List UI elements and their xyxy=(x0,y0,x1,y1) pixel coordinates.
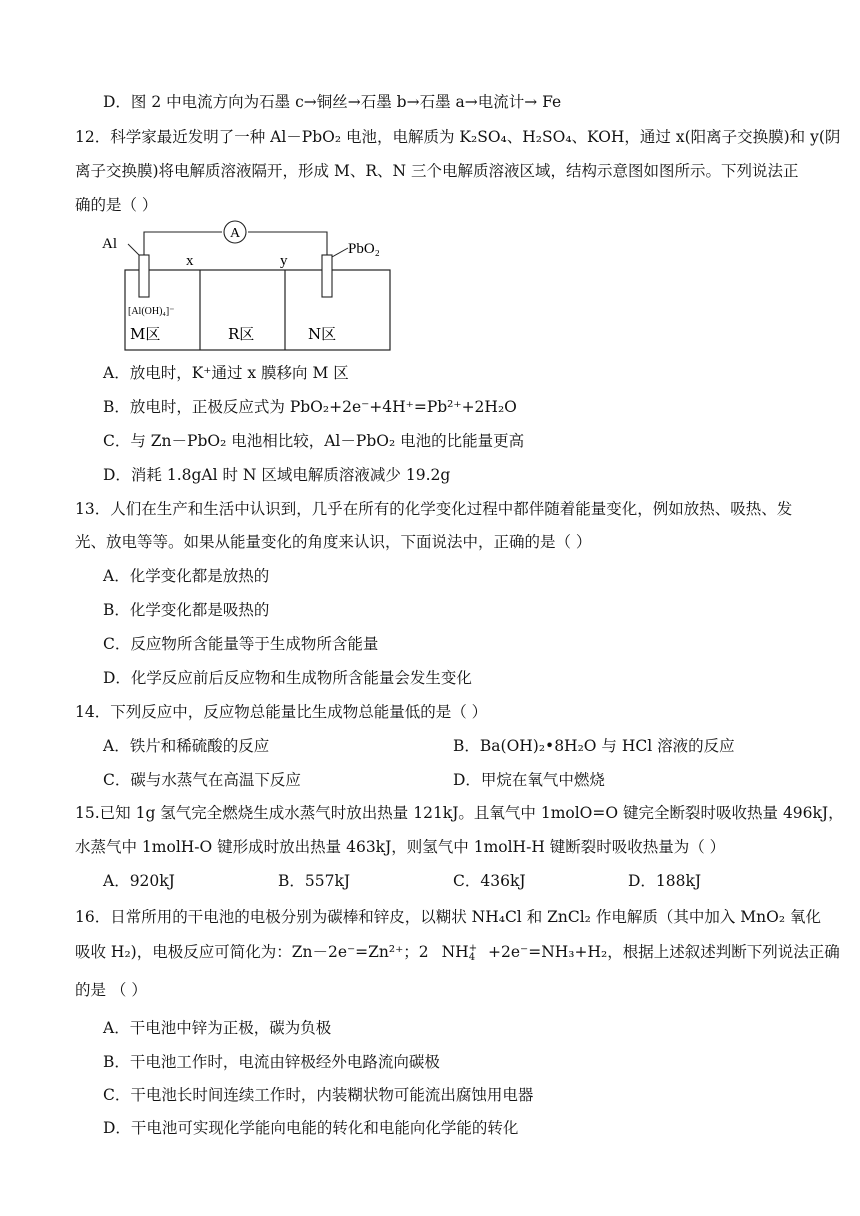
pbo2-electrode xyxy=(322,255,332,297)
q12-stem-line2: 离子交换膜)将电解质溶液隔开，形成 M、R、N 三个电解质溶液区域，结构示意图如图所示。下列说法正 xyxy=(75,162,799,180)
ammonium-formula: NH + 4 xyxy=(441,943,478,963)
battery-diagram xyxy=(100,215,400,355)
q16-stem-line2-part2: +2e⁻=NH₃+H₂，根据上述叙述判断下列说法正确 xyxy=(488,943,840,961)
al-label: Al xyxy=(102,236,117,252)
al-pointer xyxy=(128,244,139,255)
q13-option-b: B．化学变化都是吸热的 xyxy=(103,601,270,619)
q13-option-c: C．反应物所含能量等于生成物所含能量 xyxy=(103,635,379,653)
q12-option-c: C．与 Zn－PbO₂ 电池相比较，Al－PbO₂ 电池的比能量更高 xyxy=(103,432,525,450)
q14-option-d: D．甲烷在氧气中燃烧 xyxy=(453,771,605,789)
q16-stem-line2 xyxy=(75,940,840,963)
q15-stem-line1: 15.已知 1g 氢气完全燃烧生成水蒸气时放出热量 121kJ。且氧气中 1molO=O 键完全断裂时吸收热量 496kJ， xyxy=(75,804,844,822)
q13-option-a: A．化学变化都是放热的 xyxy=(103,567,270,585)
al-electrode xyxy=(139,255,149,297)
q15-option-d: D．188kJ xyxy=(628,872,702,890)
q12-stem-line3: 确的是（ ） xyxy=(75,196,158,214)
pbo2-pointer xyxy=(332,248,348,257)
q15-option-a: A．920kJ xyxy=(103,872,175,890)
q14-option-c: C．碳与水蒸气在高温下反应 xyxy=(103,771,301,789)
membrane-y-label: y xyxy=(280,253,288,269)
q15-stem-line2: 水蒸气中 1molH-O 键形成时放出热量 463kJ，则氢气中 1molH-H 键断裂时吸收热量为（ ） xyxy=(75,838,726,856)
q16-option-a: A．干电池中锌为正极，碳为负极 xyxy=(103,1019,332,1037)
ammonium-base: NH xyxy=(441,943,469,961)
q13-stem-line2: 光、放电等等。如果从能量变化的角度来认识，下面说法中，正确的是（ ） xyxy=(75,533,592,551)
q15-option-b: B．557kJ xyxy=(278,872,351,890)
q16-stem-line1: 16．日常所用的干电池的电极分别为碳棒和锌皮，以糊状 NH₄Cl 和 ZnCl₂ 作电解质（其中加入 MnO₂ 氧化 xyxy=(75,908,821,926)
zone-n-label: N区 xyxy=(308,325,337,343)
q14-option-b: B．Ba(OH)₂•8H₂O 与 HCl 溶液的反应 xyxy=(453,737,735,755)
q14-option-a: A．铁片和稀硫酸的反应 xyxy=(103,737,270,755)
zone-r-label: R区 xyxy=(228,325,255,343)
q12-option-d: D．消耗 1.8gAl 时 N 区域电解质溶液减少 19.2g xyxy=(103,466,451,484)
q12-stem-line1: 12．科学家最近发明了一种 Al－PbO₂ 电池，电解质为 K₂SO₄、H₂SO₄、KOH，通过 x(阳离子交换膜)和 y(阴 xyxy=(75,128,841,146)
q12-option-b: B．放电时，正极反应式为 PbO₂+2e⁻+4H⁺=Pb²⁺+2H₂O xyxy=(103,398,517,416)
q12-option-a: A．放电时，K⁺通过 x 膜移向 M 区 xyxy=(103,364,349,382)
q16-stem-line2-part1: 吸收 H₂)，电极反应可简化为：Zn－2e⁻=Zn²⁺；2 xyxy=(75,943,429,961)
wire-left xyxy=(144,232,222,255)
membrane-x-label: x xyxy=(186,253,194,269)
zone-m-label: M区 xyxy=(130,325,161,343)
q13-stem-line1: 13．人们在生产和生活中认识到，几乎在所有的化学变化过程中都伴随着能量变化，例如放热、吸热、发 xyxy=(75,500,793,518)
q16-option-c: C．干电池长时间连续工作时，内装糊状物可能流出腐蚀用电器 xyxy=(103,1086,534,1104)
ion-label: [Al(OH)₄]⁻ xyxy=(128,306,175,317)
pbo2-label: PbO₂ xyxy=(348,241,380,257)
wire-right xyxy=(248,232,327,255)
ammeter-label: A xyxy=(229,226,241,241)
q16-option-d: D．干电池可实现化学能向电能的转化和电能向化学能的转化 xyxy=(103,1119,519,1137)
q16-stem-line3: 的是 （ ） xyxy=(75,981,147,999)
q15-option-c: C．436kJ xyxy=(453,872,526,890)
q16-option-b: B．干电池工作时，电流由锌极经外电路流向碳极 xyxy=(103,1053,440,1071)
q14-stem: 14．下列反应中，反应物总能量比生成物总能量低的是（ ） xyxy=(75,703,488,721)
q13-option-d: D．化学反应前后反应物和生成物所含能量会发生变化 xyxy=(103,669,472,687)
q11-option-d: D．图 2 中电流方向为石墨 c→铜丝→石墨 b→石墨 a→电流计→ Fe xyxy=(103,93,562,111)
